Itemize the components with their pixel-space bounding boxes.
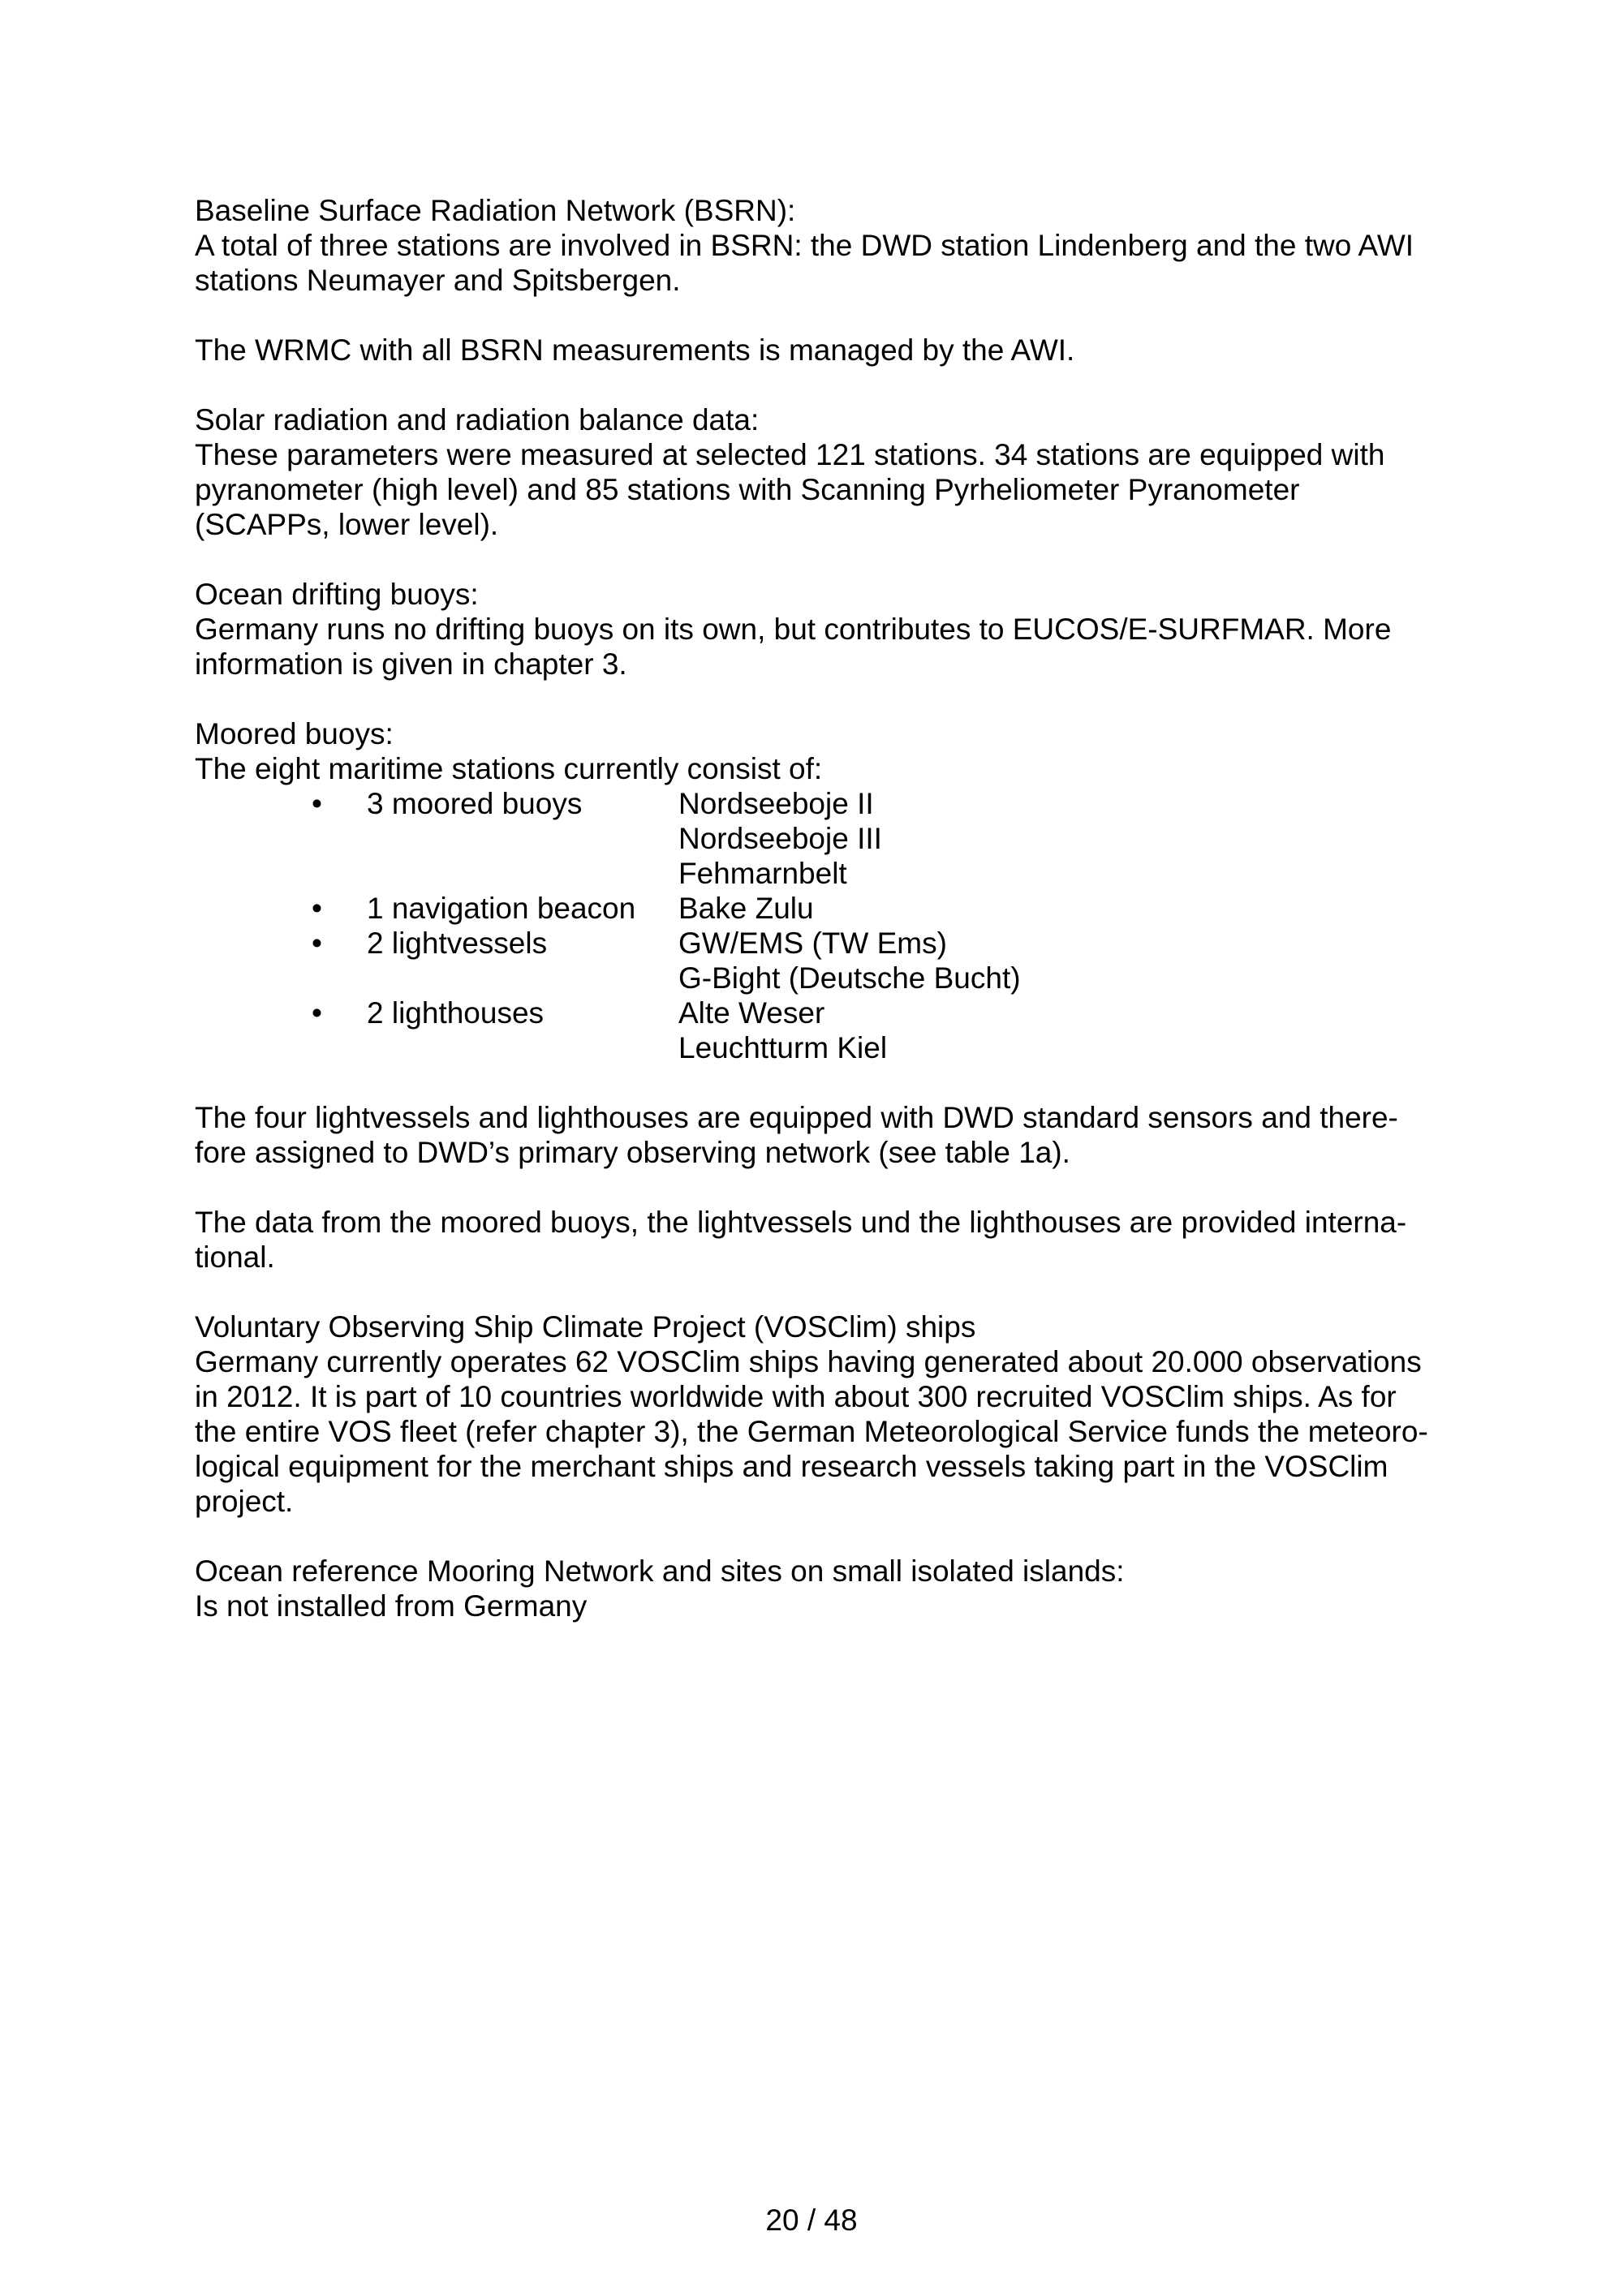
bullet-icon: • [312,787,322,820]
section-moored-buoys [195,716,1444,1065]
text-line: logical equipment for the merchant ships and research vessels taking part in the VOSClim [195,1450,1388,1483]
section-mooring-network [195,1554,1444,1623]
item-values [678,995,1444,1065]
text-line: These parameters were measured at selected 121 stations. 34 stations are equipped with [195,438,1385,471]
bullet-icon: • [312,927,322,960]
item-values [678,786,1444,891]
item-label: 2 lighthouses [367,996,545,1030]
section-drifting-buoys [195,577,1444,681]
text-line: information is given in chapter 3. [195,647,627,681]
bullet-icon: • [312,996,322,1030]
text-line: Germany runs no drifting buoys on its own, but contributes to EUCOS/E-SURFMAR. More [195,613,1392,646]
item-value: GW/EMS (TW Ems) [678,927,947,960]
item-value: Leuchtturm Kiel [678,1031,888,1064]
item-value: Nordseeboje III [678,822,882,855]
text-line: The WRMC with all BSRN measurements is managed by the AWI. [195,333,1075,367]
text-line: The four lightvessels and lighthouses are equipped with DWD standard sensors and there- [195,1101,1398,1134]
section-international [195,1205,1444,1275]
section-heading: Solar radiation and radiation balance data: [195,403,760,436]
item-values [678,926,1444,995]
section-heading: Ocean reference Mooring Network and sites on small isolated islands: [195,1554,1125,1588]
text-line: The eight maritime stations currently consist of: [195,752,823,785]
list-item [195,995,1444,1065]
item-label: 3 moored buoys [367,787,583,820]
text-line: the entire VOS fleet (refer chapter 3), the German Meteorological Service funds the meteoro- [195,1415,1428,1448]
text-line: tional. [195,1240,275,1274]
text-line: Germany currently operates 62 VOSClim ships having generated about 20.000 observations [195,1345,1422,1378]
item-value: Nordseeboje II [678,787,874,820]
text-line: A total of three stations are involved in BSRN: the DWD station Lindenberg and the two AWI [195,229,1414,262]
item-label: 1 navigation beacon [367,892,636,925]
section-vosclim [195,1309,1444,1519]
list-item [195,786,1444,891]
section-wrmc [195,333,1444,368]
item-values [678,891,1444,926]
document-body [195,193,1444,1658]
page-number: 20 / 48 [765,2204,858,2237]
section-bsrn [195,193,1444,298]
section-heading: Ocean drifting buoys: [195,578,479,611]
text-line: in 2012. It is part of 10 countries worldwide with about 300 recruited VOSClim ships. As for [195,1380,1397,1413]
bullet-icon: • [312,892,322,925]
text-line: fore assigned to DWD’s primary observing network (see table 1a). [195,1136,1070,1169]
item-value: Fehmarnbelt [678,857,847,890]
item-value: Bake Zulu [678,892,814,925]
text-line: pyranometer (high level) and 85 stations with Scanning Pyrheliometer Pyranometer [195,473,1300,506]
text-line: (SCAPPs, lower level). [195,508,499,541]
section-heading: Baseline Surface Radiation Network (BSRN): [195,194,796,227]
station-list [195,786,1444,1065]
section-heading: Moored buoys: [195,717,394,750]
item-label: 2 lightvessels [367,927,548,960]
section-solar [195,402,1444,542]
list-item [195,891,1444,926]
item-value: G-Bight (Deutsche Bucht) [678,961,1021,995]
section-heading: Voluntary Observing Ship Climate Project (VOSClim) ships [195,1310,976,1344]
section-lightvessels [195,1100,1444,1170]
item-value: Alte Weser [678,996,825,1030]
list-item [195,926,1444,995]
text-line: The data from the moored buoys, the lightvessels und the lighthouses are provided interna- [195,1206,1407,1239]
text-line: project. [195,1485,294,1518]
text-line: Is not installed from Germany [195,1589,588,1623]
text-line: stations Neumayer and Spitsbergen. [195,264,681,297]
